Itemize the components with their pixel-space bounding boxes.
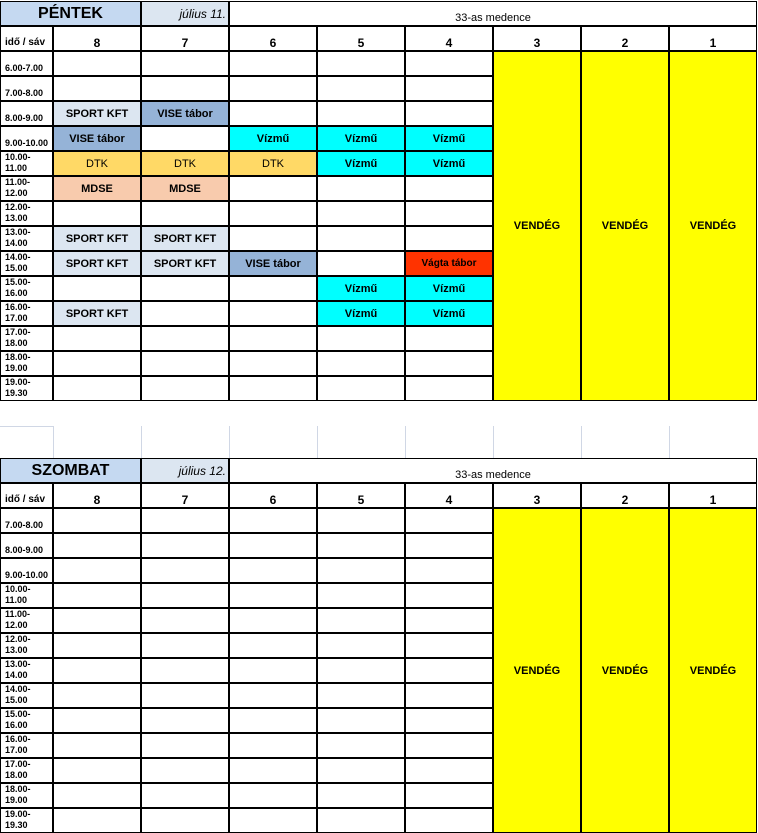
slot-cell[interactable] — [405, 176, 493, 201]
slot-cell[interactable] — [229, 758, 317, 783]
slot-cell[interactable] — [229, 583, 317, 608]
slot-cell[interactable] — [141, 326, 229, 351]
slot-cell[interactable] — [53, 633, 141, 658]
slot-cell[interactable] — [317, 76, 405, 101]
slot-cell[interactable] — [229, 733, 317, 758]
booking-cell[interactable]: SPORT KFT — [53, 301, 141, 326]
slot-cell[interactable] — [229, 51, 317, 76]
time-slot: 10.00- 11.00 — [0, 583, 53, 608]
booking-cell[interactable]: Vágta tábor — [405, 251, 493, 276]
slot-cell[interactable] — [317, 326, 405, 351]
lane-header-6: 6 — [229, 483, 317, 508]
slot-cell[interactable] — [229, 508, 317, 533]
slot-cell[interactable] — [53, 758, 141, 783]
booking-cell[interactable]: SPORT KFT — [141, 251, 229, 276]
slot-cell[interactable] — [53, 783, 141, 808]
slot-cell[interactable] — [141, 558, 229, 583]
slot-cell[interactable] — [317, 376, 405, 401]
time-slot: 13.00- 14.00 — [0, 226, 53, 251]
slot-cell[interactable] — [405, 683, 493, 708]
time-slot: 16.00- 17.00 — [0, 301, 53, 326]
slot-cell[interactable] — [141, 376, 229, 401]
booking-cell[interactable]: SPORT KFT — [53, 226, 141, 251]
slot-cell[interactable] — [53, 276, 141, 301]
day-title: SZOMBAT — [0, 458, 141, 483]
slot-cell[interactable] — [53, 683, 141, 708]
lane-header-5: 5 — [317, 483, 405, 508]
time-slot: 14.00- 15.00 — [0, 683, 53, 708]
guest-lane-3[interactable]: VENDÉG — [493, 51, 581, 401]
gridline — [405, 426, 406, 458]
gridline — [493, 426, 494, 458]
slot-cell[interactable] — [141, 608, 229, 633]
guest-lane-1[interactable]: VENDÉG — [669, 508, 757, 833]
booking-cell[interactable]: VISE tábor — [141, 101, 229, 126]
slot-cell[interactable] — [405, 783, 493, 808]
slot-cell[interactable] — [317, 176, 405, 201]
slot-cell[interactable] — [53, 351, 141, 376]
slot-cell[interactable] — [53, 51, 141, 76]
time-slot: 11.00- 12.00 — [0, 176, 53, 201]
slot-cell[interactable] — [141, 51, 229, 76]
slot-cell[interactable] — [53, 376, 141, 401]
slot-cell[interactable] — [405, 558, 493, 583]
guest-lane-1[interactable]: VENDÉG — [669, 51, 757, 401]
gridline — [669, 426, 670, 458]
slot-cell[interactable] — [317, 101, 405, 126]
slot-cell[interactable] — [405, 508, 493, 533]
slot-cell[interactable] — [229, 708, 317, 733]
slot-cell[interactable] — [141, 76, 229, 101]
booking-cell[interactable]: Vízmű — [317, 301, 405, 326]
slot-cell[interactable] — [317, 633, 405, 658]
slot-cell[interactable] — [317, 708, 405, 733]
lane-header-3: 3 — [493, 483, 581, 508]
slot-cell[interactable] — [141, 658, 229, 683]
slot-cell[interactable] — [229, 101, 317, 126]
lane-header-1: 1 — [669, 26, 757, 51]
slot-cell[interactable] — [229, 351, 317, 376]
booking-cell[interactable]: DTK — [229, 151, 317, 176]
slot-cell[interactable] — [141, 758, 229, 783]
booking-cell[interactable]: Vízmű — [405, 151, 493, 176]
slot-cell[interactable] — [317, 226, 405, 251]
time-slot: 15.00- 16.00 — [0, 708, 53, 733]
slot-cell[interactable] — [317, 783, 405, 808]
booking-cell[interactable]: Vízmű — [317, 151, 405, 176]
gridline — [581, 426, 582, 458]
slot-cell[interactable] — [317, 508, 405, 533]
slot-cell[interactable] — [229, 783, 317, 808]
time-slot: 17.00- 18.00 — [0, 758, 53, 783]
slot-cell[interactable] — [141, 276, 229, 301]
booking-cell[interactable]: Vízmű — [405, 126, 493, 151]
gridline — [141, 426, 142, 458]
booking-cell[interactable]: Vízmű — [317, 276, 405, 301]
booking-cell[interactable]: VISE tábor — [229, 251, 317, 276]
lane-header-8: 8 — [53, 26, 141, 51]
time-slot: 12.00- 13.00 — [0, 201, 53, 226]
slot-cell[interactable] — [53, 708, 141, 733]
slot-cell[interactable] — [317, 758, 405, 783]
lane-header-2: 2 — [581, 483, 669, 508]
slot-cell[interactable] — [317, 201, 405, 226]
slot-cell[interactable] — [317, 608, 405, 633]
slot-cell[interactable] — [317, 533, 405, 558]
slot-cell[interactable] — [53, 808, 141, 833]
slot-cell[interactable] — [141, 533, 229, 558]
time-slot: 13.00- 14.00 — [0, 658, 53, 683]
slot-cell[interactable] — [141, 633, 229, 658]
pool-name: 33-as medence — [229, 1, 757, 26]
slot-cell[interactable] — [317, 351, 405, 376]
slot-cell[interactable] — [229, 226, 317, 251]
slot-cell[interactable] — [405, 76, 493, 101]
time-slot: 6.00-7.00 — [0, 51, 53, 76]
gridline — [0, 426, 53, 427]
slot-cell[interactable] — [229, 683, 317, 708]
slot-cell[interactable] — [229, 608, 317, 633]
lane-header-8: 8 — [53, 483, 141, 508]
slot-cell[interactable] — [141, 783, 229, 808]
lane-header-7: 7 — [141, 483, 229, 508]
time-slot: 12.00- 13.00 — [0, 633, 53, 658]
time-slot: 10.00- 11.00 — [0, 151, 53, 176]
slot-cell[interactable] — [405, 376, 493, 401]
time-slot: 19.00- 19.30 — [0, 376, 53, 401]
time-slot: 8.00-9.00 — [0, 101, 53, 126]
slot-cell[interactable] — [405, 226, 493, 251]
slot-cell[interactable] — [405, 51, 493, 76]
gridline — [317, 426, 318, 458]
slot-cell[interactable] — [317, 733, 405, 758]
slot-cell[interactable] — [229, 176, 317, 201]
time-lane-header: idő / sáv — [0, 483, 53, 508]
booking-cell[interactable]: SPORT KFT — [53, 101, 141, 126]
booking-cell[interactable]: MDSE — [141, 176, 229, 201]
time-slot: 17.00- 18.00 — [0, 326, 53, 351]
slot-cell[interactable] — [405, 758, 493, 783]
lane-header-2: 2 — [581, 26, 669, 51]
slot-cell[interactable] — [405, 608, 493, 633]
day-date: július 12. — [141, 458, 229, 483]
lane-header-6: 6 — [229, 26, 317, 51]
slot-cell[interactable] — [141, 201, 229, 226]
slot-cell[interactable] — [405, 808, 493, 833]
gridline — [229, 426, 230, 458]
booking-cell[interactable]: DTK — [53, 151, 141, 176]
time-slot: 18.00- 19.00 — [0, 351, 53, 376]
slot-cell[interactable] — [317, 683, 405, 708]
slot-cell[interactable] — [229, 276, 317, 301]
time-slot: 8.00-9.00 — [0, 533, 53, 558]
guest-lane-2[interactable]: VENDÉG — [581, 51, 669, 401]
slot-cell[interactable] — [405, 533, 493, 558]
guest-lane-2[interactable]: VENDÉG — [581, 508, 669, 833]
slot-cell[interactable] — [53, 76, 141, 101]
lane-header-7: 7 — [141, 26, 229, 51]
slot-cell[interactable] — [53, 583, 141, 608]
slot-cell[interactable] — [405, 583, 493, 608]
slot-cell[interactable] — [141, 301, 229, 326]
slot-cell[interactable] — [229, 376, 317, 401]
gridline — [53, 426, 54, 458]
slot-cell[interactable] — [141, 508, 229, 533]
slot-cell[interactable] — [405, 351, 493, 376]
slot-cell[interactable] — [317, 51, 405, 76]
slot-cell[interactable] — [53, 733, 141, 758]
day-date: július 11. — [141, 1, 229, 26]
time-slot: 16.00- 17.00 — [0, 733, 53, 758]
lane-header-3: 3 — [493, 26, 581, 51]
booking-cell[interactable]: Vízmű — [405, 276, 493, 301]
booking-cell[interactable]: SPORT KFT — [141, 226, 229, 251]
slot-cell[interactable] — [141, 683, 229, 708]
booking-cell[interactable]: DTK — [141, 151, 229, 176]
slot-cell[interactable] — [141, 126, 229, 151]
slot-cell[interactable] — [229, 326, 317, 351]
slot-cell[interactable] — [405, 633, 493, 658]
slot-cell[interactable] — [141, 733, 229, 758]
slot-cell[interactable] — [53, 326, 141, 351]
slot-cell[interactable] — [405, 658, 493, 683]
slot-cell[interactable] — [317, 558, 405, 583]
time-slot: 7.00-8.00 — [0, 76, 53, 101]
time-lane-header: idő / sáv — [0, 26, 53, 51]
time-slot: 19.00- 19.30 — [0, 808, 53, 833]
pool-name: 33-as medence — [229, 458, 757, 483]
slot-cell[interactable] — [405, 326, 493, 351]
slot-cell[interactable] — [405, 201, 493, 226]
slot-cell[interactable] — [405, 708, 493, 733]
slot-cell[interactable] — [53, 533, 141, 558]
lane-header-5: 5 — [317, 26, 405, 51]
slot-cell[interactable] — [317, 251, 405, 276]
slot-cell[interactable] — [229, 533, 317, 558]
slot-cell[interactable] — [229, 301, 317, 326]
booking-cell[interactable]: Vízmű — [317, 126, 405, 151]
slot-cell[interactable] — [229, 808, 317, 833]
slot-cell[interactable] — [229, 658, 317, 683]
slot-cell[interactable] — [53, 608, 141, 633]
booking-cell[interactable]: Vízmű — [229, 126, 317, 151]
booking-cell[interactable]: Vízmű — [405, 301, 493, 326]
slot-cell[interactable] — [141, 708, 229, 733]
time-slot: 15.00- 16.00 — [0, 276, 53, 301]
time-slot: 11.00- 12.00 — [0, 608, 53, 633]
guest-lane-3[interactable]: VENDÉG — [493, 508, 581, 833]
slot-cell[interactable] — [317, 808, 405, 833]
slot-cell[interactable] — [229, 558, 317, 583]
slot-cell[interactable] — [53, 201, 141, 226]
time-slot: 18.00- 19.00 — [0, 783, 53, 808]
slot-cell[interactable] — [229, 633, 317, 658]
time-slot: 14.00- 15.00 — [0, 251, 53, 276]
slot-cell[interactable] — [229, 76, 317, 101]
slot-cell[interactable] — [53, 508, 141, 533]
slot-cell[interactable] — [53, 558, 141, 583]
booking-cell[interactable]: VISE tábor — [53, 126, 141, 151]
slot-cell[interactable] — [317, 658, 405, 683]
time-slot: 9.00-10.00 — [0, 558, 53, 583]
slot-cell[interactable] — [405, 733, 493, 758]
day-title: PÉNTEK — [0, 1, 141, 26]
slot-cell[interactable] — [405, 101, 493, 126]
slot-cell[interactable] — [53, 658, 141, 683]
lane-header-4: 4 — [405, 26, 493, 51]
slot-cell[interactable] — [141, 351, 229, 376]
time-slot: 7.00-8.00 — [0, 508, 53, 533]
lane-header-4: 4 — [405, 483, 493, 508]
time-slot: 9.00-10.00 — [0, 126, 53, 151]
slot-cell[interactable] — [141, 583, 229, 608]
booking-cell[interactable]: MDSE — [53, 176, 141, 201]
slot-cell[interactable] — [141, 808, 229, 833]
booking-cell[interactable]: SPORT KFT — [53, 251, 141, 276]
slot-cell[interactable] — [229, 201, 317, 226]
slot-cell[interactable] — [317, 583, 405, 608]
lane-header-1: 1 — [669, 483, 757, 508]
